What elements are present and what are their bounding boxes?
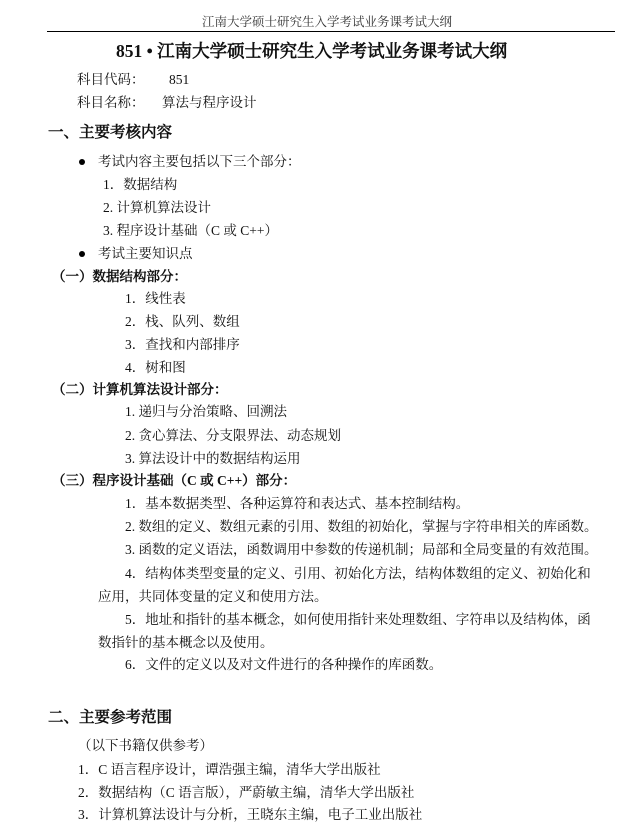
list-item: 3. 程序设计基础（C 或 C++） (103, 223, 278, 238)
list-item: 1. 递归与分治策略、回溯法 (125, 404, 287, 419)
section2-heading: 二、主要参考范围 (48, 709, 173, 726)
bullet-text: 考试主要知识点 (98, 246, 193, 261)
page-header: 江南大学硕士研究生入学考试业务课考试大纲 (202, 15, 453, 29)
list-item: 3．查找和内部排序 (125, 337, 240, 352)
book-item: 2．数据结构（C 语言版），严蔚敏主编，清华大学出版社 (78, 785, 415, 800)
list-item: 2. 贪心算法、分支限界法、动态规划 (125, 428, 341, 443)
subject-code-label: 科目代码： (77, 72, 145, 87)
list-item: 4．结构体类型变量的定义、引用、初始化方法，结构体数组的定义、初始化和 (125, 566, 591, 581)
list-item: 3. 算法设计中的数据结构运用 (125, 451, 301, 466)
list-item: 5．地址和指针的基本概念，如何使用指针来处理数组、字符串以及结构体，函 (125, 612, 591, 627)
book-item: 3．计算机算法设计与分析，王晓东主编，电子工业出版社 (78, 807, 423, 822)
list-item: 2. 数组的定义、数组元素的引用、数组的初始化，掌握与字符串相关的库函数。 (125, 519, 598, 534)
list-item: 4．树和图 (125, 360, 186, 375)
book-item: 1．C 语言程序设计，谭浩强主编，清华大学出版社 (78, 762, 381, 777)
list-item: 6．文件的定义以及对文件进行的各种操作的库函数。 (125, 657, 443, 672)
list-item: 2. 计算机算法设计 (103, 200, 211, 215)
list-item: 1．数据结构 (103, 177, 178, 192)
list-item-continued: 数指针的基本概念以及使用。 (98, 635, 274, 650)
subsection-heading: （二）计算机算法设计部分： (52, 382, 228, 397)
list-item: 1．线性表 (125, 291, 186, 306)
header-rule (47, 31, 615, 32)
subject-code: 851 (169, 72, 190, 87)
page-title: 851 • 江南大学硕士研究生入学考试业务课考试大纲 (116, 41, 508, 61)
list-item: 3. 函数的定义语法，函数调用中参数的传递机制；局部和全局变量的有效范围。 (125, 542, 598, 557)
reference-note: （以下书籍仅供参考） (78, 738, 213, 753)
subsection-heading: （三）程序设计基础（C 或 C++）部分： (52, 473, 297, 488)
list-item: 2．栈、队列、数组 (125, 314, 240, 329)
bullet-text: 考试内容主要包括以下三个部分： (98, 154, 301, 169)
bullet-icon (79, 159, 85, 165)
section1-heading: 一、主要考核内容 (48, 124, 173, 141)
list-item-continued: 应用，共同体变量的定义和使用方法。 (98, 589, 328, 604)
subsection-heading: （一）数据结构部分： (52, 269, 187, 284)
list-item: 1．基本数据类型、各种运算符和表达式、基本控制结构。 (125, 496, 470, 511)
subject-name-label: 科目名称： (77, 95, 145, 110)
bullet-icon (79, 251, 85, 257)
subject-name: 算法与程序设计 (162, 95, 257, 110)
